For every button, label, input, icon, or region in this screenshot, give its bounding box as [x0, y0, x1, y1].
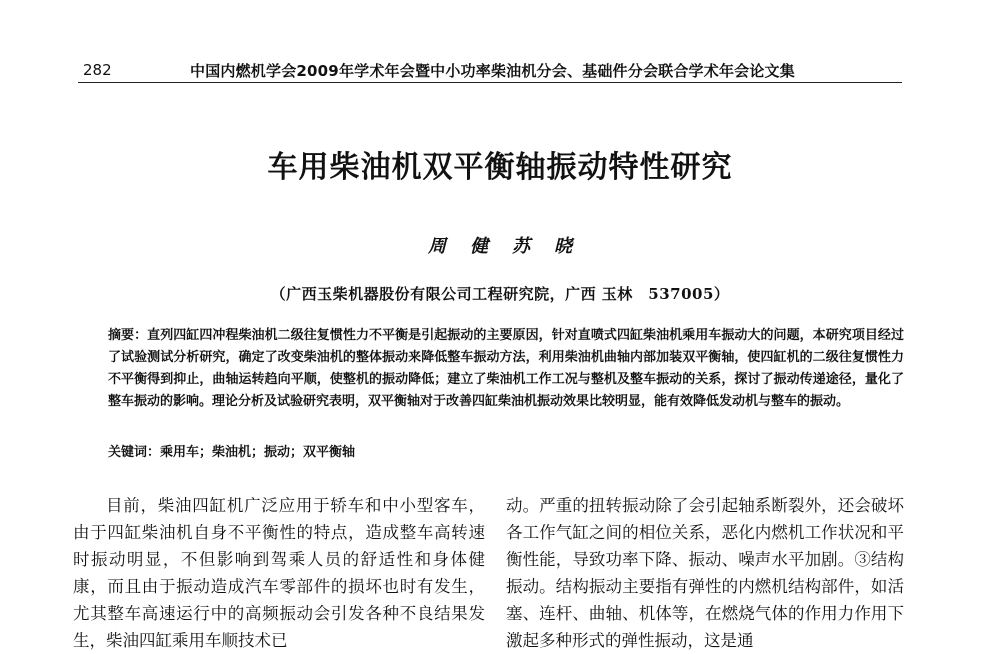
header-rule: [78, 82, 902, 83]
affiliation: （广西玉柴机器股份有限公司工程研究院，广西 玉林 537005）: [270, 285, 730, 303]
abstract-text: 直列四缸四冲程柴油机二级往复惯性力不平衡是引起振动的主要原因，针对直喷式四缸柴油机乘用车振动大的问题，本研究项目经过了试验测试分析研究，确定了改变柴油机的整体振动来降低整车振动方法，利用柴油机曲轴内部加装双平衡轴，使四缸机的二级往复惯性力不平衡得到抑止，曲轴运转趋向平顺，使整机的振动降低；建立了柴油机工作工况与整机及整车振动的关系，探讨了振动传递途径，量化了整车振动的影响。理论分析及试验研究表明，双平衡轴对于改善四缸柴油机振动效果比较明显，能有效降低发动机与整车的振动。: [108, 328, 904, 409]
keywords-label: 关键词：: [108, 445, 161, 460]
paper-title: 车用柴油机双平衡轴振动特性研究: [267, 150, 733, 185]
abstract: [108, 325, 904, 413]
author-char: 晓: [554, 236, 572, 257]
journal-title: 中国内燃机学会2009年学术年会暨中小功率柴油机分会、基础件分会联合学术年会论文集: [190, 62, 795, 80]
keywords-text: 乘用车；柴油机；振动；双平衡轴: [160, 445, 356, 460]
keywords: [108, 442, 904, 464]
author-char: 周: [428, 236, 446, 257]
running-header: [0, 58, 1000, 84]
body-left-column: 目前，柴油四缸机广泛应用于轿车和中小型客车，由于四缸柴油机自身不平衡性的特点，造成整车高转速时振动明显，不但影响到驾乘人员的舒适性和身体健康，而且由于振动造成汽车零部件的损坏也时有发生，尤其整车高速运行中的高频振动会引发各种不良结果发生，柴油四缸乘用车顺技术已: [73, 496, 485, 650]
author-char: 健: [470, 236, 488, 257]
authors: [0, 232, 1000, 258]
body-right-column: 动。严重的扭转振动除了会引起轴系断裂外，还会破坏各工作气缸之间的相位关系，恶化内燃机工作状况和平衡性能，导致功率下降、振动、噪声水平加剧。③结构振动。结构振动主要指有弹性的内燃机结构部件，如活塞、连杆、曲轴、机体等，在燃烧气体的作用力作用下激起多种形式的弹性振动，这是通: [506, 496, 904, 650]
author-char: 苏: [512, 236, 530, 257]
page-number: 282: [83, 61, 112, 79]
abstract-label: 摘要：: [108, 328, 148, 343]
